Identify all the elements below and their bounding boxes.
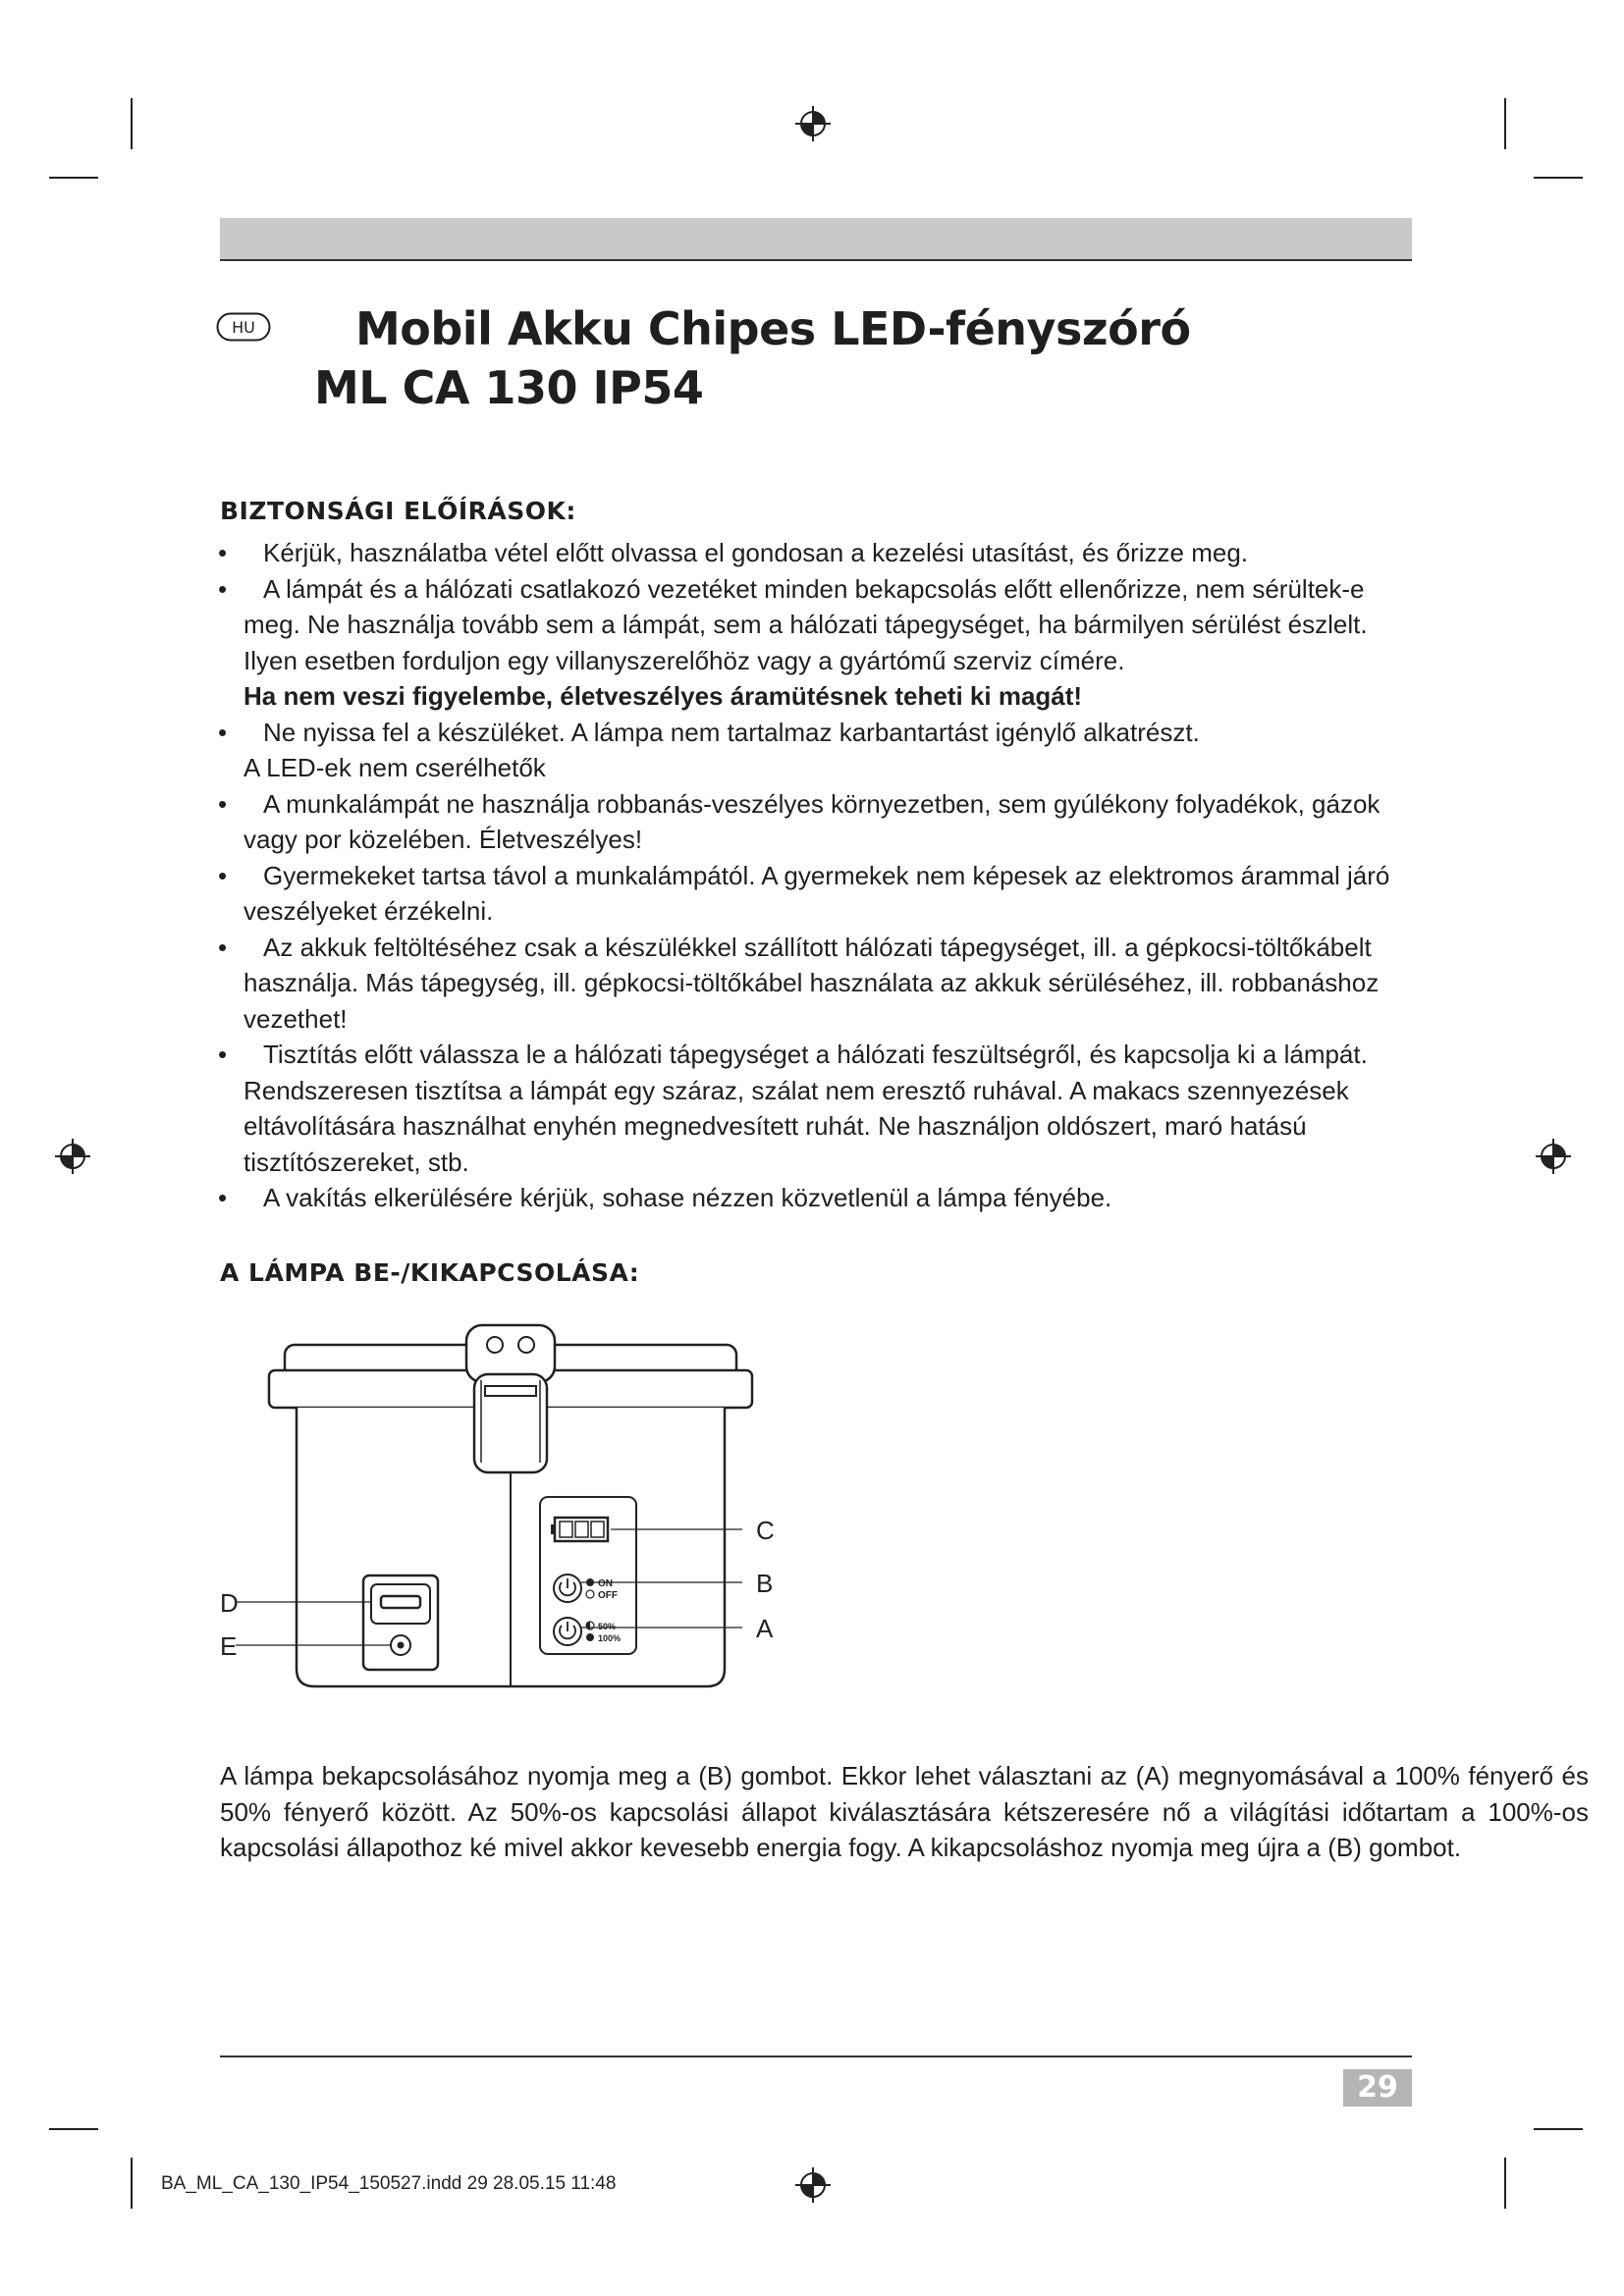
crop-mark-top-left-horizontal bbox=[49, 177, 98, 179]
latch-hole-right bbox=[518, 1337, 534, 1353]
registration-mark-right-icon bbox=[1534, 1137, 1573, 1176]
crop-mark-top-right-vertical bbox=[1504, 98, 1506, 149]
list-item: • A lámpát és a hálózati csatlakozó vezetéket minden bekapcsolás előtt ellenőrizze, nem sérültek-e meg. Ne használja tovább sem a lámpát, sem a hálózati tápegységet, ha bármilyen sérülést észlelt. Ilyen esetben forduljon egy villanyszerelőhöz vagy a gyártómű szerviz címére. Ha nem veszi figyelembe, életveszélyes áramütésnek teheti ki magát! bbox=[220, 571, 1398, 715]
safety-list bbox=[220, 535, 1398, 1216]
crop-mark-bottom-left-vertical bbox=[131, 2158, 133, 2209]
pct100-label: 100% bbox=[598, 1633, 622, 1643]
list-item: • Gyermekeket tartsa távol a munkalámpától. A gyermekek nem képesek az elektromos árammal járó veszélyeket érzékelni. bbox=[218, 860, 1390, 926]
title-line-1: Mobil Akku Chipes LED-fényszóró bbox=[355, 302, 1191, 355]
callout-b: B bbox=[756, 1569, 774, 1598]
latch-hole-left bbox=[487, 1337, 503, 1353]
pct50-label: 50% bbox=[598, 1622, 617, 1631]
print-footer: BA_ML_CA_130_IP54_150527.indd 29 28.05.15 11:48 bbox=[161, 2173, 617, 2194]
callout-e: E bbox=[220, 1631, 238, 1661]
crop-mark-top-right-horizontal bbox=[1534, 177, 1583, 179]
off-dot-icon bbox=[586, 1590, 594, 1598]
list-item: • Az akkuk feltöltéséhez csak a készülékkel szállított hálózati tápegységet, ill. a gépkocsi-töltőkábelt használja. Más tápegység, ill. gépkocsi-töltőkábel használata az akkuk sérüléséhez, ill. robbanáshoz vezethet! bbox=[218, 932, 1380, 1034]
crop-mark-top-left-vertical bbox=[131, 98, 133, 149]
callout-d: D bbox=[220, 1588, 239, 1618]
page-number: 29 bbox=[1357, 2070, 1398, 2105]
list-item: • Ne nyissa fel a készüléket. A lámpa nem tartalmaz karbantartást igénylő alkatrészt. A LED-ek nem cserélhetők bbox=[220, 715, 1398, 786]
on-label: ON bbox=[598, 1578, 613, 1589]
switching-description: A lámpa bekapcsolásához nyomja meg a (B) gombot. Ekkor lehet választani az (A) megnyomásával a 100% fényerő és 50% fényerő között. Az 50%-os kapcsolási állapot kiválasztására kétszeresére nő a világítási időtartam a 100%-os kapcsolási állapothoz ké mivel akkor kevesebb energia fogy. A kikapcsoláshoz nyomja meg újra a (B) gombot. bbox=[220, 1761, 1589, 1862]
crop-mark-bottom-right-horizontal bbox=[1534, 2128, 1583, 2130]
language-badge bbox=[216, 312, 271, 342]
callout-c: C bbox=[756, 1516, 775, 1545]
off-label: OFF bbox=[598, 1590, 618, 1601]
list-item: • Tisztítás előtt válassza le a hálózati tápegységet a hálózati feszültségről, és kapcsolja ki a lámpát. Rendszeresen tisztítsa a lámpát egy száraz, szálat nem eresztő ruhával. A makacs szennyezések eltávolítására használhat enyhén megnedvesített ruhát. Ne használjon oldószert, maró hatású tisztítószereket, stb. bbox=[218, 1040, 1368, 1177]
warning-text: Ha nem veszi figyelembe, életveszélyes áramütésnek teheti ki magát! bbox=[244, 681, 1083, 711]
switching-heading: A LÁMPA BE-/KIKAPCSOLÁSA: bbox=[220, 1258, 640, 1287]
list-item: • A vakítás elkerülésére kérjük, sohase nézzen közvetlenül a lámpa fényébe. bbox=[218, 1183, 1112, 1212]
crop-mark-bottom-right-vertical bbox=[1504, 2158, 1506, 2209]
callout-a: A bbox=[756, 1614, 774, 1643]
registration-mark-left-icon bbox=[53, 1137, 92, 1176]
language-badge-text: HU bbox=[232, 318, 255, 337]
page-title bbox=[314, 299, 1414, 417]
latch-bar bbox=[485, 1386, 536, 1396]
header-bar bbox=[220, 218, 1412, 259]
full-dot-icon bbox=[586, 1633, 594, 1641]
list-item: • Kérjük, használatba vétel előtt olvassa el gondosan a kezelési utasítást, és őrizze meg. bbox=[218, 538, 1249, 567]
crop-mark-bottom-left-horizontal bbox=[49, 2128, 98, 2130]
header-bar-rule bbox=[220, 259, 1412, 261]
registration-mark-bottom-icon bbox=[793, 2165, 833, 2205]
lamp-diagram bbox=[216, 1315, 805, 1708]
title-line-2: ML CA 130 IP54 bbox=[314, 361, 704, 414]
footer-rule bbox=[220, 2056, 1412, 2057]
list-item: • A munkalámpát ne használja robbanás-veszélyes környezetben, sem gyúlékony folyadékok, gázok vagy por közelében. Életveszélyes! bbox=[218, 788, 1380, 854]
safety-heading: BIZTONSÁGI ELŐÍRÁSOK: bbox=[220, 497, 576, 525]
registration-mark-top-icon bbox=[793, 104, 833, 143]
list-item-note: A LED-ek nem cserélhetők bbox=[244, 753, 546, 782]
